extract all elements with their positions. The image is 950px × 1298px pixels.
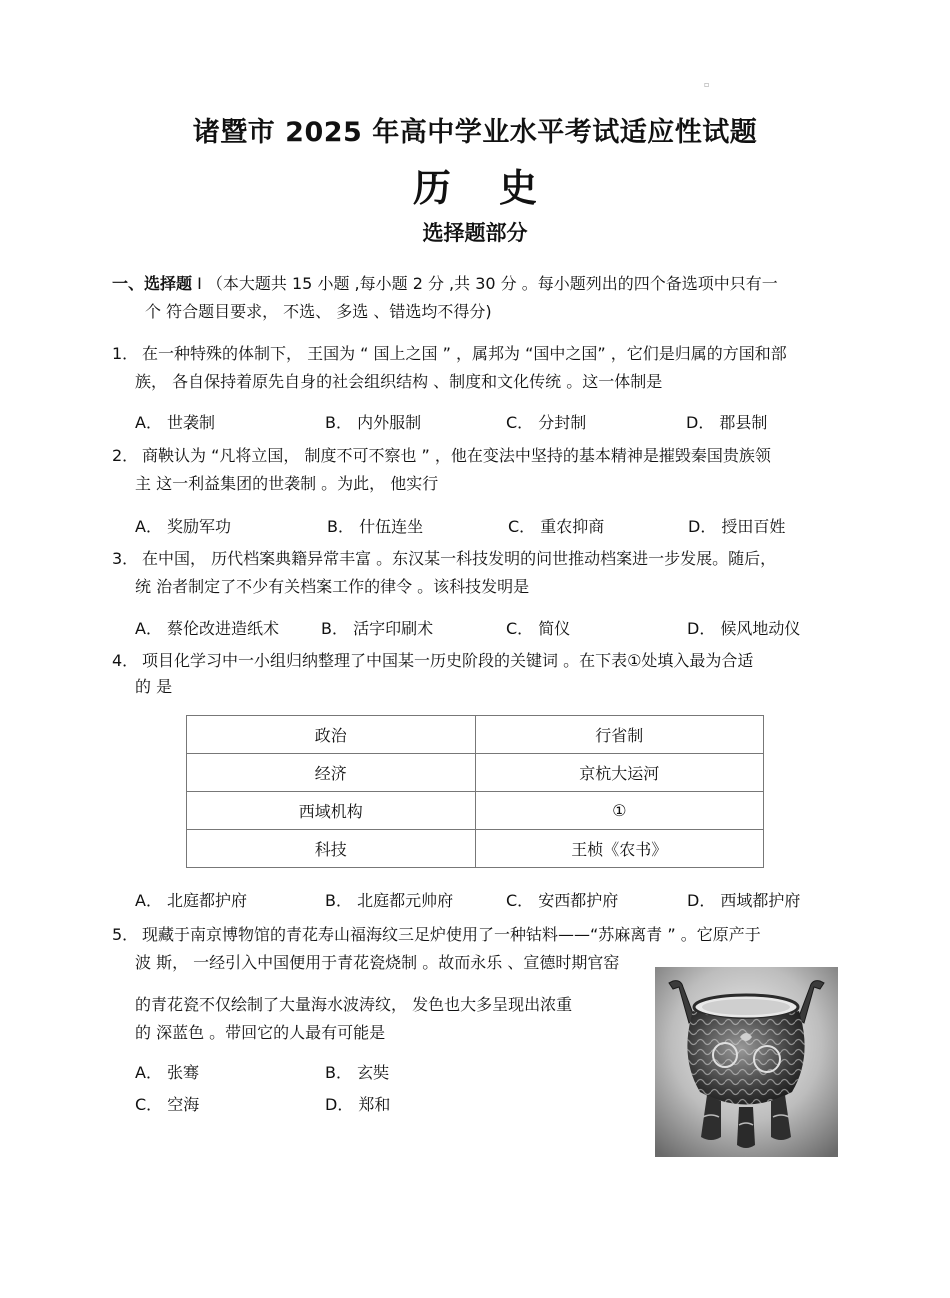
- table-row: [187, 830, 764, 868]
- instructions-line2: 个 符合题目要求， 不选、 多选 、错选均不得分): [145, 302, 492, 321]
- question-number: 1．: [112, 344, 139, 363]
- table-cell: 科技: [187, 830, 476, 868]
- section-title: 选择题部分: [422, 221, 528, 245]
- option-c: C． 简仪: [506, 619, 571, 638]
- keyword-table: [186, 715, 764, 868]
- option-d: D． 郑和: [325, 1095, 391, 1114]
- subject-title: 历史: [412, 166, 585, 210]
- question-text: 波 斯， 一经引入中国便用于青花瓷烧制 。故而永乐 、宣德时期官窑: [135, 953, 620, 972]
- table-cell: ①: [475, 792, 764, 830]
- exam-title: 诸暨市 2025 年高中学业水平考试适应性试题: [192, 117, 758, 148]
- question-number: 4．: [112, 651, 139, 670]
- option-b: B． 北庭都元帅府: [325, 891, 454, 910]
- option-c: C． 分封制: [506, 413, 587, 432]
- question-text: 在中国， 历代档案典籍异常丰富 。东汉某一科技发明的问世推动档案进一步发展。随后，: [142, 549, 777, 568]
- option-c: C． 安西都护府: [506, 891, 619, 910]
- table-cell: 政治: [187, 716, 476, 754]
- table-cell: 京杭大运河: [475, 754, 764, 792]
- option-c: C． 空海: [135, 1095, 200, 1114]
- question-text: 族， 各自保持着原先自身的社会组织结构 、制度和文化传统 。这一体制是: [135, 372, 663, 391]
- censer-photo: [655, 967, 838, 1157]
- question-text: 在一种特殊的体制下， 王国为 “ 国上之国 ” ，属邦为 “国中之国” ，它们是归属的方国和部: [142, 344, 787, 363]
- option-a: A． 奖励军功: [135, 517, 232, 536]
- option-d: D． 候风地动仪: [687, 619, 801, 638]
- table-row: [187, 716, 764, 754]
- question-number: 2．: [112, 446, 139, 465]
- option-a: A． 蔡伦改进造纸术: [135, 619, 280, 638]
- question-text: 项目化学习中一小组归纳整理了中国某一历史阶段的关键词 。在下表①处填入最为合适: [142, 651, 754, 670]
- option-a: A． 世袭制: [135, 413, 216, 432]
- table-cell: 经济: [187, 754, 476, 792]
- question-text: 统 治者制定了不少有关档案工作的律令 。该科技发明是: [135, 577, 530, 596]
- question-text: 主 这一利益集团的世袭制 。为此， 他实行: [135, 474, 439, 493]
- option-d: D． 授田百姓: [688, 517, 786, 536]
- option-a: A． 张骞: [135, 1063, 200, 1082]
- question-text: 的青花瓷不仅绘制了大量海水波涛纹， 发色也大多呈现出浓重: [135, 995, 573, 1014]
- option-d: D． 郡县制: [686, 413, 768, 432]
- question-text: 的 是: [135, 677, 173, 696]
- table-cell: 王桢《农书》: [475, 830, 764, 868]
- question-text: 商鞅认为 “凡将立国， 制度不可不察也 ” ，他在变法中坚持的基本精神是摧毁秦国贵族领: [142, 446, 771, 465]
- instructions-line1: [112, 274, 778, 294]
- option-a: A． 北庭都护府: [135, 891, 248, 910]
- option-b: B． 什伍连坐: [327, 517, 424, 536]
- option-d: D． 西域都护府: [687, 891, 801, 910]
- table-row: [187, 792, 764, 830]
- option-b: B． 活字印刷术: [321, 619, 434, 638]
- table-cell: 西域机构: [187, 792, 476, 830]
- corner-mark: ▫: [704, 80, 710, 89]
- option-b: B． 内外服制: [325, 413, 422, 432]
- question-number: 5．: [112, 925, 139, 944]
- table-cell: 行省制: [475, 716, 764, 754]
- instructions-text: I （本大题共 15 小题 ,每小题 2 分 ,共 30 分 。每小题列出的四个备选项中只有一: [192, 274, 778, 293]
- option-b: B． 玄奘: [325, 1063, 390, 1082]
- table-row: [187, 754, 764, 792]
- question-text: 的 深蓝色 。带回它的人最有可能是: [135, 1023, 386, 1042]
- option-c: C． 重农抑商: [508, 517, 605, 536]
- question-text: 现藏于南京博物馆的青花寿山福海纹三足炉使用了一种钴料——“苏麻离青 ” 。它原产于: [142, 925, 761, 944]
- question-number: 3．: [112, 549, 139, 568]
- instructions-label: 一、选择题: [112, 274, 193, 293]
